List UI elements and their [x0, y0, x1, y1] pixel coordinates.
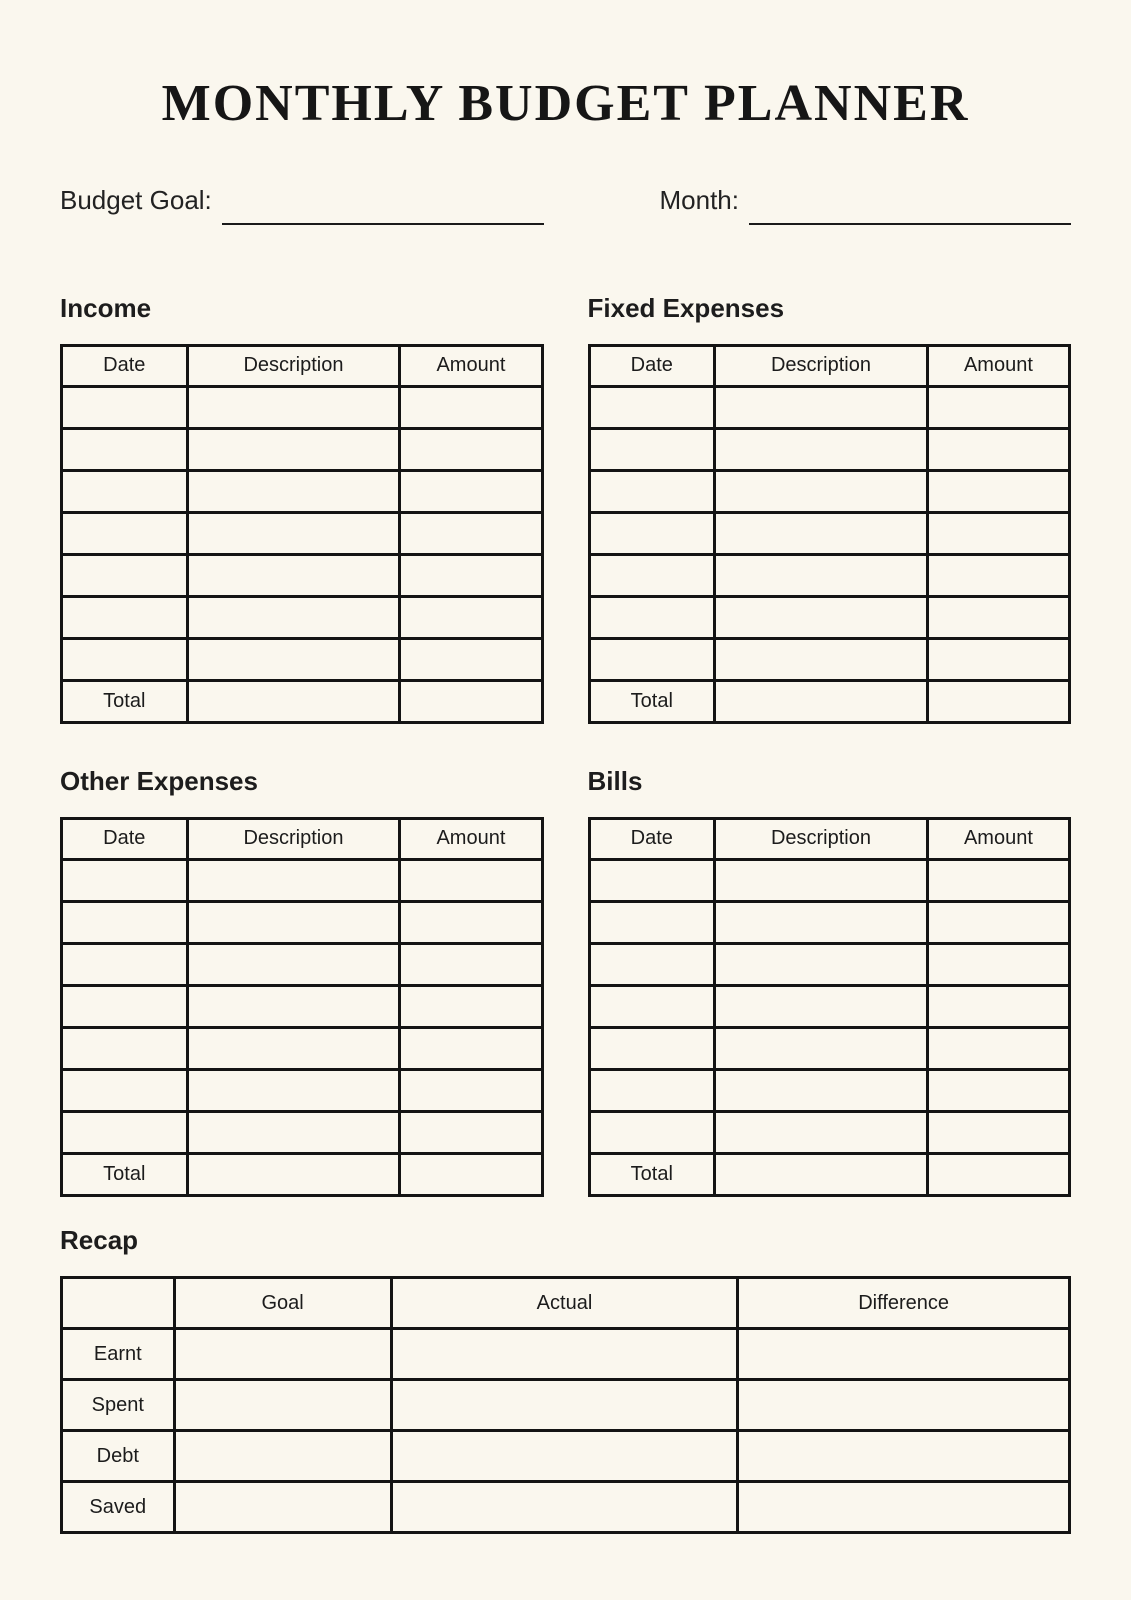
empty-cell	[589, 901, 715, 943]
empty-cell	[927, 1027, 1069, 1069]
month-label: Month:	[659, 185, 739, 215]
empty-cell	[174, 1380, 391, 1431]
other-expenses-heading: Other Expenses	[60, 765, 258, 796]
empty-cell	[589, 428, 715, 470]
empty-cell	[174, 1329, 391, 1380]
ledger-empty-row	[62, 901, 543, 943]
empty-cell	[62, 1111, 188, 1153]
month-write-in-line	[749, 223, 1071, 225]
recap-column-header: Actual	[391, 1278, 738, 1329]
budget-goal-field	[60, 186, 544, 225]
ledger-empty-row	[62, 554, 543, 596]
empty-cell	[187, 1069, 400, 1111]
column-header: Description	[715, 345, 928, 386]
empty-cell	[187, 512, 400, 554]
empty-cell	[589, 512, 715, 554]
recap-row	[62, 1482, 1070, 1533]
ledger-empty-row	[589, 943, 1070, 985]
recap-row-label: Saved	[62, 1482, 175, 1533]
empty-cell	[715, 985, 928, 1027]
ledger-empty-row	[589, 901, 1070, 943]
empty-cell	[589, 1027, 715, 1069]
empty-cell	[715, 512, 928, 554]
empty-cell	[187, 428, 400, 470]
recap-row	[62, 1329, 1070, 1380]
budget-goal-label: Budget Goal:	[60, 185, 212, 215]
empty-cell	[187, 638, 400, 680]
ledger-empty-row	[62, 512, 543, 554]
recap-column-header: Difference	[738, 1278, 1070, 1329]
column-header: Date	[62, 345, 188, 386]
ledger-empty-row	[589, 428, 1070, 470]
header-fields	[60, 186, 1071, 225]
ledger-empty-row	[589, 1027, 1070, 1069]
column-header: Description	[715, 818, 928, 859]
empty-cell	[391, 1482, 738, 1533]
empty-cell	[589, 470, 715, 512]
column-header: Description	[187, 818, 400, 859]
ledger-empty-row	[62, 1069, 543, 1111]
empty-cell	[589, 386, 715, 428]
ledger-empty-row	[589, 470, 1070, 512]
ledger-empty-row	[62, 1111, 543, 1153]
empty-cell	[62, 1027, 188, 1069]
empty-cell	[391, 1380, 738, 1431]
empty-cell	[715, 1027, 928, 1069]
empty-cell	[187, 901, 400, 943]
ledger-sections-grid	[60, 293, 1071, 1197]
recap-row-label: Spent	[62, 1380, 175, 1431]
empty-cell	[715, 680, 928, 722]
empty-cell	[400, 901, 542, 943]
ledger-header-row	[589, 345, 1070, 386]
empty-cell	[391, 1431, 738, 1482]
empty-cell	[927, 901, 1069, 943]
empty-cell	[400, 1027, 542, 1069]
column-header: Amount	[400, 818, 542, 859]
empty-cell	[927, 985, 1069, 1027]
empty-cell	[187, 1027, 400, 1069]
empty-cell	[927, 1153, 1069, 1195]
section-fixed-expenses	[588, 293, 1072, 724]
empty-cell	[927, 512, 1069, 554]
empty-cell	[62, 428, 188, 470]
empty-cell	[400, 1153, 542, 1195]
empty-cell	[187, 596, 400, 638]
empty-cell	[715, 596, 928, 638]
empty-cell	[391, 1329, 738, 1380]
empty-cell	[589, 943, 715, 985]
section-income	[60, 293, 544, 724]
ledger-header-row	[62, 345, 543, 386]
empty-cell	[715, 386, 928, 428]
empty-cell	[62, 512, 188, 554]
ledger-empty-row	[62, 985, 543, 1027]
empty-cell	[927, 554, 1069, 596]
empty-cell	[589, 1111, 715, 1153]
empty-cell	[589, 985, 715, 1027]
empty-cell	[400, 985, 542, 1027]
empty-cell	[187, 470, 400, 512]
empty-cell	[927, 1111, 1069, 1153]
ledger-empty-row	[62, 386, 543, 428]
bills-table	[588, 817, 1072, 1197]
ledger-total-row	[62, 680, 543, 722]
empty-cell	[400, 512, 542, 554]
column-header: Amount	[400, 345, 542, 386]
empty-cell	[400, 554, 542, 596]
column-header: Description	[187, 345, 400, 386]
ledger-empty-row	[589, 554, 1070, 596]
empty-cell	[62, 554, 188, 596]
ledger-total-row	[62, 1153, 543, 1195]
ledger-empty-row	[589, 638, 1070, 680]
total-label: Total	[589, 1153, 715, 1195]
empty-cell	[715, 901, 928, 943]
empty-cell	[400, 1111, 542, 1153]
empty-cell	[187, 554, 400, 596]
empty-cell	[62, 985, 188, 1027]
empty-cell	[400, 859, 542, 901]
recap-table	[60, 1276, 1071, 1534]
recap-heading: Recap	[60, 1224, 139, 1255]
empty-cell	[589, 638, 715, 680]
column-header: Date	[589, 818, 715, 859]
empty-cell	[62, 859, 188, 901]
empty-cell	[400, 386, 542, 428]
ledger-empty-row	[589, 596, 1070, 638]
empty-cell	[400, 470, 542, 512]
ledger-header-row	[589, 818, 1070, 859]
ledger-empty-row	[62, 428, 543, 470]
empty-cell	[187, 1153, 400, 1195]
empty-cell	[400, 638, 542, 680]
empty-cell	[187, 1111, 400, 1153]
empty-cell	[927, 943, 1069, 985]
empty-cell	[715, 638, 928, 680]
total-label: Total	[62, 680, 188, 722]
empty-cell	[174, 1431, 391, 1482]
recap-row	[62, 1380, 1070, 1431]
empty-cell	[927, 859, 1069, 901]
empty-cell	[715, 1069, 928, 1111]
empty-cell	[400, 428, 542, 470]
ledger-empty-row	[589, 512, 1070, 554]
ledger-empty-row	[62, 1027, 543, 1069]
empty-cell	[62, 638, 188, 680]
empty-cell	[927, 680, 1069, 722]
ledger-empty-row	[589, 985, 1070, 1027]
ledger-empty-row	[589, 1069, 1070, 1111]
empty-cell	[927, 428, 1069, 470]
recap-row-label: Debt	[62, 1431, 175, 1482]
month-field	[588, 186, 1072, 225]
empty-cell	[187, 680, 400, 722]
column-header: Date	[589, 345, 715, 386]
empty-cell	[715, 859, 928, 901]
fixed-expenses-table	[588, 344, 1072, 724]
empty-cell	[62, 596, 188, 638]
empty-cell	[62, 470, 188, 512]
empty-cell	[927, 596, 1069, 638]
column-header: Date	[62, 818, 188, 859]
income-heading: Income	[60, 292, 152, 323]
empty-cell	[738, 1329, 1070, 1380]
income-table	[60, 344, 544, 724]
ledger-total-row	[589, 680, 1070, 722]
empty-cell	[738, 1431, 1070, 1482]
ledger-empty-row	[589, 386, 1070, 428]
ledger-empty-row	[62, 596, 543, 638]
empty-cell	[715, 943, 928, 985]
ledger-empty-row	[62, 470, 543, 512]
empty-cell	[589, 596, 715, 638]
empty-cell	[400, 680, 542, 722]
recap-column-header	[62, 1278, 175, 1329]
empty-cell	[187, 386, 400, 428]
empty-cell	[187, 859, 400, 901]
empty-cell	[174, 1482, 391, 1533]
recap-row	[62, 1431, 1070, 1482]
empty-cell	[738, 1380, 1070, 1431]
column-header: Amount	[927, 818, 1069, 859]
empty-cell	[589, 1069, 715, 1111]
empty-cell	[62, 943, 188, 985]
empty-cell	[400, 1069, 542, 1111]
fixed-expenses-heading: Fixed Expenses	[587, 292, 785, 323]
empty-cell	[589, 859, 715, 901]
total-label: Total	[62, 1153, 188, 1195]
empty-cell	[187, 985, 400, 1027]
recap-column-header: Goal	[174, 1278, 391, 1329]
empty-cell	[738, 1482, 1070, 1533]
ledger-empty-row	[62, 638, 543, 680]
ledger-empty-row	[589, 1111, 1070, 1153]
empty-cell	[400, 596, 542, 638]
section-bills	[588, 766, 1072, 1197]
section-recap	[60, 1225, 1071, 1534]
recap-row-label: Earnt	[62, 1329, 175, 1380]
ledger-empty-row	[589, 859, 1070, 901]
budget-goal-write-in-line	[222, 223, 544, 225]
column-header: Amount	[927, 345, 1069, 386]
total-label: Total	[589, 680, 715, 722]
bills-heading: Bills	[587, 765, 643, 796]
recap-header-row	[62, 1278, 1070, 1329]
ledger-empty-row	[62, 859, 543, 901]
empty-cell	[927, 638, 1069, 680]
empty-cell	[715, 470, 928, 512]
empty-cell	[715, 1153, 928, 1195]
empty-cell	[62, 386, 188, 428]
empty-cell	[187, 943, 400, 985]
section-other-expenses	[60, 766, 544, 1197]
empty-cell	[715, 1111, 928, 1153]
empty-cell	[927, 470, 1069, 512]
ledger-empty-row	[62, 943, 543, 985]
empty-cell	[589, 554, 715, 596]
other-expenses-table	[60, 817, 544, 1197]
empty-cell	[927, 1069, 1069, 1111]
empty-cell	[62, 901, 188, 943]
page-title: MONTHLY BUDGET PLANNER	[161, 75, 970, 132]
ledger-header-row	[62, 818, 543, 859]
empty-cell	[927, 386, 1069, 428]
empty-cell	[62, 1069, 188, 1111]
empty-cell	[715, 554, 928, 596]
empty-cell	[715, 428, 928, 470]
empty-cell	[400, 943, 542, 985]
ledger-total-row	[589, 1153, 1070, 1195]
